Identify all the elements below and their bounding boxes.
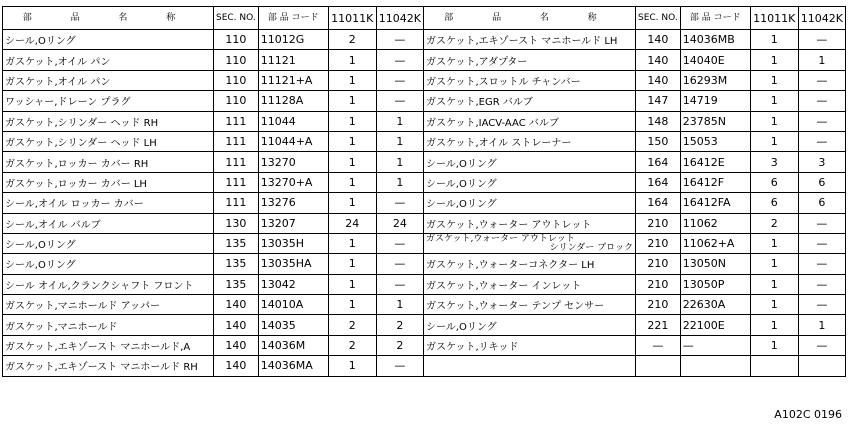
qty-11011k-cell: 1 bbox=[750, 91, 798, 111]
part-name-cell: ガスケット,スロットル チャンバー bbox=[424, 70, 636, 90]
table-row bbox=[3, 30, 424, 50]
part-name-cell: ガスケット,エキゾースト マニホールド RH bbox=[3, 356, 214, 376]
part-name-cell: シール,Oリング bbox=[424, 152, 636, 172]
part-code-cell: 16412E bbox=[680, 152, 750, 172]
table-row bbox=[424, 295, 846, 315]
qty-11011k-cell: 1 bbox=[328, 70, 376, 90]
table-row bbox=[3, 152, 424, 172]
qty-11042k-cell: 24 bbox=[376, 213, 423, 233]
part-name-cell: ガスケット,エキゾースト マニホールド LH bbox=[424, 30, 636, 50]
part-code-cell: 11012G bbox=[258, 30, 328, 50]
qty-11042k-cell: 1 bbox=[798, 315, 845, 335]
sec-no-cell: 140 bbox=[214, 295, 259, 315]
sec-no-cell: 140 bbox=[214, 315, 259, 335]
table-row bbox=[424, 172, 846, 192]
table-row bbox=[424, 70, 846, 90]
part-code-cell: 14010A bbox=[258, 295, 328, 315]
sec-no-cell: 148 bbox=[636, 111, 681, 131]
qty-11042k-cell: 1 bbox=[376, 111, 423, 131]
qty-11042k-cell: — bbox=[376, 50, 423, 70]
sec-no-cell: 221 bbox=[636, 315, 681, 335]
part-code-cell: 13050N bbox=[680, 254, 750, 274]
sec-no-cell: 111 bbox=[214, 131, 259, 151]
qty-11011k-cell: 1 bbox=[750, 315, 798, 335]
qty-11042k-cell: 2 bbox=[376, 335, 423, 355]
sec-no-cell: 164 bbox=[636, 193, 681, 213]
sec-no-cell: 111 bbox=[214, 152, 259, 172]
sec-no-cell: 150 bbox=[636, 131, 681, 151]
qty-11042k-cell: — bbox=[376, 70, 423, 90]
qty-11011k-cell: 24 bbox=[328, 213, 376, 233]
header-part-code: 部 品 コード bbox=[680, 7, 750, 30]
part-code-cell: 13270 bbox=[258, 152, 328, 172]
qty-11042k-cell: — bbox=[798, 295, 845, 315]
sec-no-cell: 111 bbox=[214, 172, 259, 192]
table-row bbox=[424, 91, 846, 111]
part-code-cell: 14040E bbox=[680, 50, 750, 70]
part-name-cell: ガスケット,EGR バルブ bbox=[424, 91, 636, 111]
sec-no-cell: 164 bbox=[636, 172, 681, 192]
part-code-cell: 11044 bbox=[258, 111, 328, 131]
sec-no-cell: 111 bbox=[214, 193, 259, 213]
part-name-cell: シール,Oリング bbox=[424, 172, 636, 192]
qty-11042k-cell: 1 bbox=[798, 50, 845, 70]
part-code-cell: 13276 bbox=[258, 193, 328, 213]
header-part-name: 部 品 名 称 bbox=[424, 7, 636, 30]
qty-11042k-cell: 1 bbox=[376, 152, 423, 172]
qty-11011k-cell: 1 bbox=[750, 233, 798, 253]
part-code-cell: 22100E bbox=[680, 315, 750, 335]
part-code-cell: — bbox=[680, 335, 750, 355]
qty-11042k-cell: — bbox=[376, 254, 423, 274]
part-name-cell bbox=[424, 356, 636, 376]
qty-11011k-cell: 1 bbox=[328, 274, 376, 294]
part-code-cell: 11044+A bbox=[258, 131, 328, 151]
part-code-cell: 11128A bbox=[258, 91, 328, 111]
qty-11042k-cell: — bbox=[798, 91, 845, 111]
part-name-cell: ガスケット,ロッカー カバー RH bbox=[3, 152, 214, 172]
table-row bbox=[424, 152, 846, 172]
qty-11042k-cell: — bbox=[376, 233, 423, 253]
table-row bbox=[3, 111, 424, 131]
table-row bbox=[3, 274, 424, 294]
qty-11011k-cell: 3 bbox=[750, 152, 798, 172]
sec-no-cell: 140 bbox=[636, 70, 681, 90]
sec-no-cell: 210 bbox=[636, 254, 681, 274]
table-row bbox=[424, 274, 846, 294]
parts-table-left bbox=[2, 6, 424, 377]
header-col-11042k: 11042K bbox=[376, 7, 423, 30]
qty-11011k-cell: 6 bbox=[750, 193, 798, 213]
qty-11042k-cell: — bbox=[798, 70, 845, 90]
sec-no-cell: 135 bbox=[214, 274, 259, 294]
sec-no-cell: 130 bbox=[214, 213, 259, 233]
part-name-cell: ガスケット,マニホールド bbox=[3, 315, 214, 335]
table-row bbox=[424, 356, 846, 376]
qty-11011k-cell: 1 bbox=[328, 172, 376, 192]
sec-no-cell: 140 bbox=[636, 50, 681, 70]
header-sec-no: SEC. NO. bbox=[636, 7, 681, 30]
part-code-cell: 15053 bbox=[680, 131, 750, 151]
qty-11011k-cell: 1 bbox=[328, 152, 376, 172]
qty-11042k-cell: — bbox=[798, 111, 845, 131]
header-col-11011k: 11011K bbox=[328, 7, 376, 30]
part-code-cell: 22630A bbox=[680, 295, 750, 315]
qty-11011k-cell: 1 bbox=[328, 193, 376, 213]
table-row bbox=[3, 91, 424, 111]
qty-11011k-cell: 2 bbox=[328, 315, 376, 335]
qty-11011k-cell: 1 bbox=[328, 111, 376, 131]
part-name-cell bbox=[424, 233, 636, 253]
sec-no-cell: 140 bbox=[214, 335, 259, 355]
qty-11042k-cell: 1 bbox=[376, 172, 423, 192]
header-col-11042k: 11042K bbox=[798, 7, 845, 30]
table-row bbox=[3, 335, 424, 355]
table-row bbox=[424, 254, 846, 274]
part-code-cell: 11121+A bbox=[258, 70, 328, 90]
table-row bbox=[424, 335, 846, 355]
qty-11042k-cell: — bbox=[798, 131, 845, 151]
sec-no-cell: 110 bbox=[214, 70, 259, 90]
sec-no-cell: — bbox=[636, 335, 681, 355]
table-row bbox=[3, 356, 424, 376]
qty-11042k-cell: — bbox=[798, 233, 845, 253]
sec-no-cell: 210 bbox=[636, 233, 681, 253]
table-row bbox=[3, 50, 424, 70]
table-row bbox=[424, 193, 846, 213]
part-name-cell: ガスケット,オイル ストレーナー bbox=[424, 131, 636, 151]
qty-11011k-cell: 6 bbox=[750, 172, 798, 192]
qty-11011k-cell: 1 bbox=[750, 295, 798, 315]
sec-no-cell: 110 bbox=[214, 50, 259, 70]
qty-11042k-cell: — bbox=[798, 254, 845, 274]
sec-no-cell: 140 bbox=[214, 356, 259, 376]
part-code-cell: 16293M bbox=[680, 70, 750, 90]
qty-11011k-cell: 1 bbox=[328, 131, 376, 151]
part-code-cell: 13207 bbox=[258, 213, 328, 233]
qty-11011k-cell: 1 bbox=[328, 295, 376, 315]
part-name-cell: シール,Oリング bbox=[3, 254, 214, 274]
table-row bbox=[424, 233, 846, 253]
sec-no-cell: 111 bbox=[214, 111, 259, 131]
table-row bbox=[3, 70, 424, 90]
table-row bbox=[3, 172, 424, 192]
sec-no-cell bbox=[636, 356, 681, 376]
qty-11042k-cell: 2 bbox=[376, 315, 423, 335]
table-row bbox=[424, 315, 846, 335]
part-name-cell: シール,Oリング bbox=[3, 233, 214, 253]
qty-11011k-cell: 1 bbox=[750, 30, 798, 50]
part-code-cell: 13050P bbox=[680, 274, 750, 294]
part-code-cell: 11121 bbox=[258, 50, 328, 70]
part-name-cell: ガスケット,ウォーター インレット bbox=[424, 274, 636, 294]
part-name-cell: ガスケット,シリンダー ヘッド RH bbox=[3, 111, 214, 131]
part-code-cell: 14036M bbox=[258, 335, 328, 355]
qty-11011k-cell: 2 bbox=[328, 335, 376, 355]
qty-11011k-cell: 2 bbox=[328, 30, 376, 50]
qty-11042k-cell: 1 bbox=[376, 295, 423, 315]
part-code-cell: 23785N bbox=[680, 111, 750, 131]
part-name-cell: ガスケット,オイル パン bbox=[3, 50, 214, 70]
part-code-cell: 14036MA bbox=[258, 356, 328, 376]
qty-11011k-cell: 1 bbox=[750, 70, 798, 90]
qty-11011k-cell: 1 bbox=[328, 91, 376, 111]
reference-code: A102C 0196 bbox=[774, 408, 842, 421]
table-row bbox=[3, 213, 424, 233]
qty-11011k-cell: 1 bbox=[750, 254, 798, 274]
part-name-cell: シール,オイル バルブ bbox=[3, 213, 214, 233]
sec-no-cell: 110 bbox=[214, 91, 259, 111]
table-header-row bbox=[3, 7, 424, 30]
part-code-cell: 13042 bbox=[258, 274, 328, 294]
qty-11042k-cell: — bbox=[376, 193, 423, 213]
qty-11042k-cell: — bbox=[798, 30, 845, 50]
qty-11011k-cell: 2 bbox=[750, 213, 798, 233]
qty-11011k-cell bbox=[750, 356, 798, 376]
qty-11042k-cell: 6 bbox=[798, 172, 845, 192]
part-code-cell: 11062 bbox=[680, 213, 750, 233]
part-name-cell: ガスケット,リキッド bbox=[424, 335, 636, 355]
table-row bbox=[3, 233, 424, 253]
sec-no-cell: 210 bbox=[636, 295, 681, 315]
sec-no-cell: 135 bbox=[214, 254, 259, 274]
qty-11042k-cell: — bbox=[376, 274, 423, 294]
header-part-name: 部 品 名 称 bbox=[3, 7, 214, 30]
part-name-cell: ガスケット,アダプター bbox=[424, 50, 636, 70]
part-name-cell: シール,Oリング bbox=[3, 30, 214, 50]
part-name-cell: ガスケット,IACV-AAC バルブ bbox=[424, 111, 636, 131]
qty-11011k-cell: 1 bbox=[750, 111, 798, 131]
qty-11042k-cell: 3 bbox=[798, 152, 845, 172]
part-code-cell: 13035H bbox=[258, 233, 328, 253]
part-code-cell: 14035 bbox=[258, 315, 328, 335]
qty-11011k-cell: 1 bbox=[750, 274, 798, 294]
table-row bbox=[3, 193, 424, 213]
part-name-line2: シリンダー ブロック bbox=[549, 242, 633, 253]
part-name-cell: ガスケット,ウォーターコネクター LH bbox=[424, 254, 636, 274]
qty-11011k-cell: 1 bbox=[328, 254, 376, 274]
part-name-cell: シール オイル,クランクシャフト フロント bbox=[3, 274, 214, 294]
sec-no-cell: 210 bbox=[636, 274, 681, 294]
qty-11042k-cell: — bbox=[376, 91, 423, 111]
part-code-cell: 11062+A bbox=[680, 233, 750, 253]
qty-11042k-cell: 1 bbox=[376, 131, 423, 151]
qty-11042k-cell: — bbox=[798, 213, 845, 233]
part-code-cell bbox=[680, 356, 750, 376]
header-sec-no: SEC. NO. bbox=[214, 7, 259, 30]
qty-11042k-cell: 6 bbox=[798, 193, 845, 213]
qty-11011k-cell: 1 bbox=[328, 233, 376, 253]
qty-11011k-cell: 1 bbox=[328, 356, 376, 376]
part-code-cell: 14036MB bbox=[680, 30, 750, 50]
part-name-cell: ガスケット,ウォーター アウトレット bbox=[424, 213, 636, 233]
table-row bbox=[424, 213, 846, 233]
qty-11011k-cell: 1 bbox=[750, 131, 798, 151]
sec-no-cell: 135 bbox=[214, 233, 259, 253]
table-row bbox=[424, 30, 846, 50]
table-row bbox=[424, 111, 846, 131]
qty-11042k-cell bbox=[798, 356, 845, 376]
qty-11042k-cell: — bbox=[798, 335, 845, 355]
qty-11011k-cell: 1 bbox=[750, 335, 798, 355]
header-part-code: 部 品 コード bbox=[258, 7, 328, 30]
parts-table-right bbox=[423, 6, 846, 377]
part-code-cell: 13035HA bbox=[258, 254, 328, 274]
part-code-cell: 13270+A bbox=[258, 172, 328, 192]
table-row bbox=[3, 315, 424, 335]
part-name-line1: ガスケット,ウォーター アウトレット bbox=[426, 233, 575, 244]
table-row bbox=[424, 131, 846, 151]
sec-no-cell: 210 bbox=[636, 213, 681, 233]
qty-11011k-cell: 1 bbox=[328, 50, 376, 70]
sec-no-cell: 140 bbox=[636, 30, 681, 50]
sec-no-cell: 110 bbox=[214, 30, 259, 50]
sec-no-cell: 164 bbox=[636, 152, 681, 172]
part-name-cell: ガスケット,ロッカー カバー LH bbox=[3, 172, 214, 192]
table-row bbox=[3, 131, 424, 151]
part-name-cell: シール,オイル ロッカー カバー bbox=[3, 193, 214, 213]
qty-11011k-cell: 1 bbox=[750, 50, 798, 70]
part-code-cell: 14719 bbox=[680, 91, 750, 111]
header-col-11011k: 11011K bbox=[750, 7, 798, 30]
part-name-cell: ガスケット,マニホールド アッパー bbox=[3, 295, 214, 315]
part-name-cell: ガスケット,オイル パン bbox=[3, 70, 214, 90]
part-name-cell: ガスケット,エキゾースト マニホールド,A bbox=[3, 335, 214, 355]
part-name-cell: ガスケット,ウォーター テンプ センサー bbox=[424, 295, 636, 315]
part-name-cell: シール,Oリング bbox=[424, 193, 636, 213]
table-header-row bbox=[424, 7, 846, 30]
part-name-cell: シール,Oリング bbox=[424, 315, 636, 335]
part-name-cell: ガスケット,シリンダー ヘッド LH bbox=[3, 131, 214, 151]
part-code-cell: 16412F bbox=[680, 172, 750, 192]
table-row bbox=[3, 254, 424, 274]
table-row bbox=[424, 50, 846, 70]
sec-no-cell: 147 bbox=[636, 91, 681, 111]
qty-11042k-cell: — bbox=[798, 274, 845, 294]
table-row bbox=[3, 295, 424, 315]
qty-11042k-cell: — bbox=[376, 30, 423, 50]
qty-11042k-cell: — bbox=[376, 356, 423, 376]
part-code-cell: 16412FA bbox=[680, 193, 750, 213]
part-name-cell: ワッシャー,ドレーン プラグ bbox=[3, 91, 214, 111]
